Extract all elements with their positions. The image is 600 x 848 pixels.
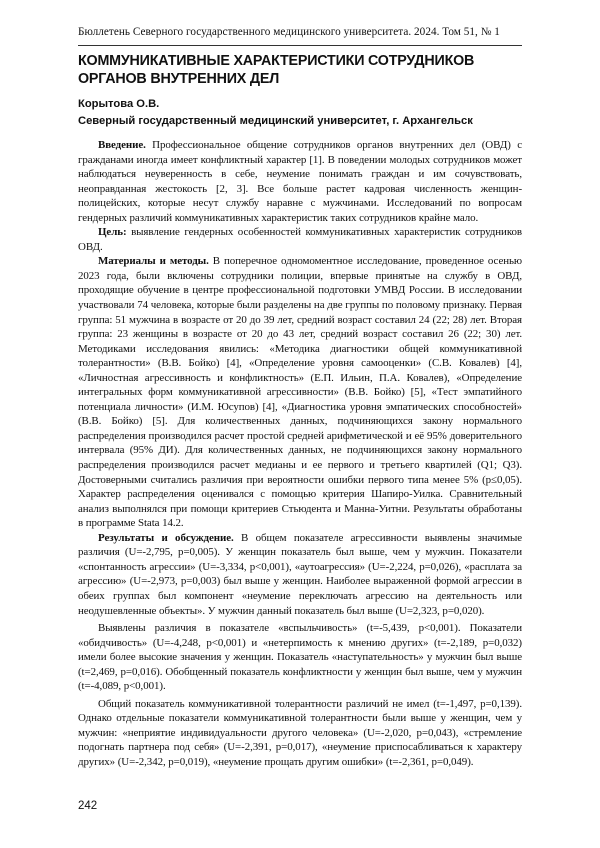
results-paragraph xyxy=(78,531,522,618)
methods-text: В поперечное одномоментное исследование, проведенное осенью 2023 года, были включены сотрудники полиции, впервые принятые на службу в ОВД, проходящие обучение в центре профессиональной подготовки УМВД России. В исследовании участвовали 74 человека, которые были разделены на две группы по половому признаку. Первая группа: 51 мужчина в возрасте от 20 до 39 лет, средний возраст составил 24 (22; 28) лет. Вторая группа: 23 женщины в возрасте от 20 до 43 лет, средний возраст составил 26 (22; 30) лет. Методиками исследования явились: «Методика диагностики общей коммуникативной толерантности» (В.В. Бойко) [4], «Определение уровня самооценки» (С.В. Ковалев) [4], «Личностная агрессивность и конфликтность» (Е.П. Ильин, П.А. Ковалев), «Определение интегральных форм коммуникативной агрессивности» (В.В. Бойко) [5], «Тест эмпатийного потенциала личности» (И.М. Юсупов) [4], «Диагностика уровня эмпатических способностей» (В.В. Бойко) [5]. Для количественных данных, подчиняющихся закону нормального распределения производился расчет простой средней арифметической и её 95% доверительного интервала (95% ДИ). Для количественных данных, не подчиняющихся закону нормального распределения производился расчет медианы и ее первого и третьего квартилей (Q1; Q3). Достоверными считались различия при вероятности ошибки первого типа менее 5% (p≤0,05). Характер распределения оценивался с помощью критерия Шапиро-Уилка. Сравнительный анализ выполнялся при помощи критериев Стьюдента и Манна-Уитни. Результаты обработаны в программе Stata 14.2. xyxy=(78,255,523,530)
intro-text: Профессиональное общение сотрудников органов внутренних дел (ОВД) с гражданами иногда имеет конфликтный характер [1]. В поведении молодых сотрудников может наблюдаться неуверенность в себе, неумение понимать граждан и им сочувствовать, неоправданная жестокость [2, 3]. Все больше растет кадровая численность женщин-полицейских, которые несут службу наравне с мужчинами. Исследований по вопросам гендерных различий коммуникативных характеристик таких сотрудников крайне мало. xyxy=(78,139,522,224)
author-name: Корытова О.В. xyxy=(78,98,160,110)
aim-paragraph xyxy=(78,225,522,254)
author-affiliation: Северный государственный медицинский университет, г. Архангельск xyxy=(78,115,473,127)
author-block xyxy=(78,96,522,130)
running-head: Бюллетень Северного государственного медицинского университета. 2024. Том 51, № 1 xyxy=(78,26,500,38)
methods-label: Материалы и методы. xyxy=(98,255,209,268)
results-label: Результаты и обсуждение. xyxy=(98,531,234,544)
article-title: КОММУНИКАТИВНЫЕ ХАРАКТЕРИСТИКИ СОТРУДНИКОВ ОРГАНОВ ВНУТРЕННИХ ДЕЛ xyxy=(78,53,475,87)
tolerance-paragraph: Общий показатель коммуникативной толерантности различий не имел (t=-1,497, p=0,139). Однако отдельные показатели коммуникативной толерантности были выше у женщин, чем у мужчин: «неприятие индивидуальности другого человека» (U=-2,020, p=0,043), «стремление подогнать партнера под себя» (U=-2,391, p=0,017), «неумение приспосабливаться к характеру других» (U=-2,342, p=0,019), «неумение прощать другим ошибки» (t=-2,361, p=0,049). xyxy=(78,697,522,768)
page-number: 242 xyxy=(78,800,98,812)
methods-paragraph xyxy=(78,254,522,530)
article-body xyxy=(78,138,522,770)
aim-text: выявление гендерных особенностей коммуникативных характеристик сотрудников ОВД. xyxy=(78,226,522,253)
aim-label: Цель: xyxy=(98,226,127,239)
results-text: В общем показателе агрессивности выявлены значимые различия (U=-2,795, p=0,005). У женщин показатель был выше, чем у мужчин. Показатели «спонтанность агрессии» (U=-3,334, p<0,001), «аутоагрессия» (U=-2,224, p=0,026), «расплата за агрессию» (U=-2,973, p=0,003) был выше у женщин. Наиболее выраженной формой агрессии в обеих группах был компонент «неумение переключать агрессию на деятельность или неодушевленные объекты». У мужчин данный показатель был выше (U=2,323, p=0,020). xyxy=(78,531,522,617)
intro-label: Введение. xyxy=(98,139,146,151)
header-divider xyxy=(78,45,522,46)
intro-paragraph xyxy=(78,138,522,225)
conflict-paragraph: Выявлены различия в показателе «вспыльчивость» (t=-5,439, p<0,001). Показатели «обидчивость» (U=-4,248, p<0,001) и «нетерпимость к мнению других» (t=-2,189, p=0,032) имели более высокие значения у женщин. Показатель «наступательность» у мужчин был выше (t=2,469, p=0,016). Обобщенный показатель конфликтности у женщин был выше, чем у мужчин (t=-4,089, p<0,001). xyxy=(78,622,522,693)
